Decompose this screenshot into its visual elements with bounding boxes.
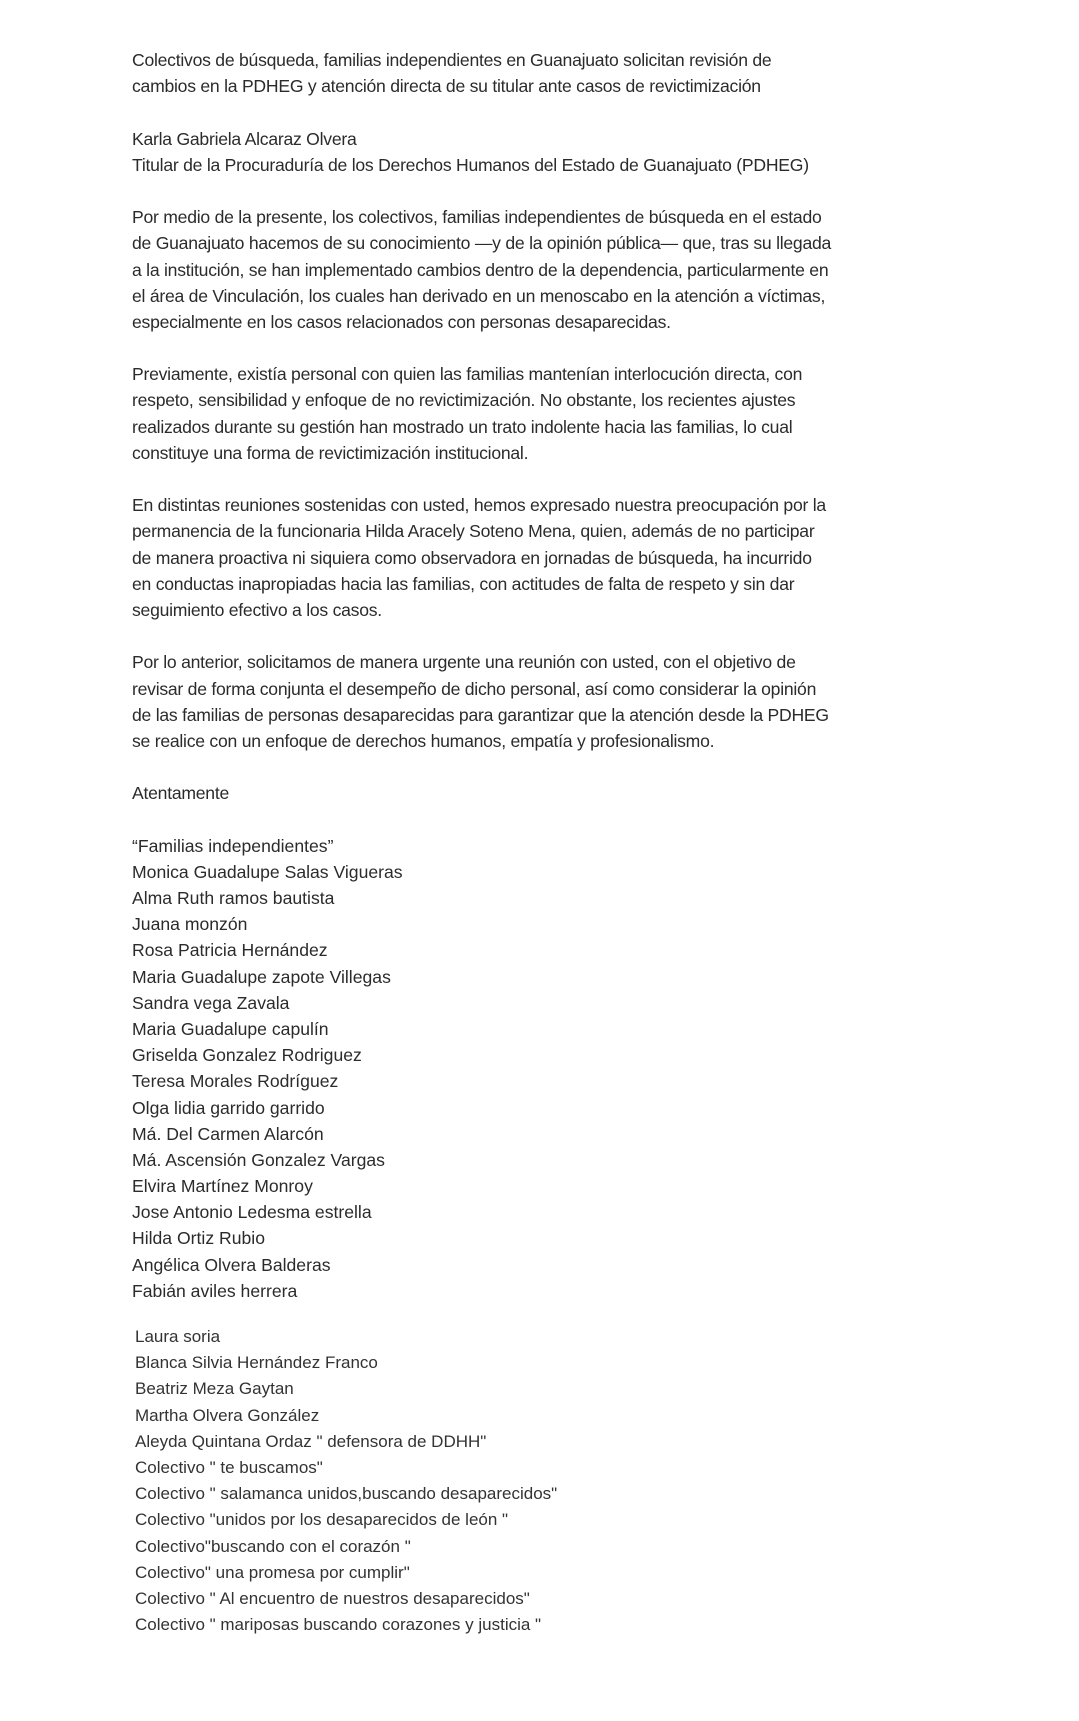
signatory-collective: Colectivo"buscando con el corazón " bbox=[135, 1536, 411, 1556]
paragraph-line: respeto, sensibilidad y enfoque de no revictimización. No obstante, los recientes ajustes bbox=[132, 390, 796, 411]
signatory-collective: Colectivo " mariposas buscando corazones y justicia " bbox=[135, 1615, 542, 1635]
signatory: Martha Olvera González bbox=[135, 1405, 320, 1425]
signatories-group-2 bbox=[135, 1324, 992, 1638]
paragraph-line: en conductas inapropiadas hacia las familias, con actitudes de falta de respeto y sin dar bbox=[132, 573, 795, 594]
signatory-collective: Colectivo " te buscamos" bbox=[135, 1457, 323, 1477]
recipient-block bbox=[132, 126, 992, 178]
signatory: Olga lidia garrido garrido bbox=[132, 1097, 325, 1118]
paragraph-line: Previamente, existía personal con quien las familias mantenían interlocución directa, con bbox=[132, 364, 803, 385]
signatory: Teresa Morales Rodríguez bbox=[132, 1071, 339, 1092]
subject-line: cambios en la PDHEG y atención directa de su titular ante casos de revictimización bbox=[132, 76, 761, 97]
paragraph-1 bbox=[132, 204, 992, 335]
signatory: Má. Del Carmen Alarcón bbox=[132, 1123, 324, 1144]
signatory: “Familias independientes” bbox=[132, 835, 334, 856]
paragraph-line: seguimiento efectivo a los casos. bbox=[132, 599, 382, 620]
signatory: Elvira Martínez Monroy bbox=[132, 1176, 313, 1197]
recipient-title: Titular de la Procuraduría de los Derechos Humanos del Estado de Guanajuato (PDHEG) bbox=[132, 154, 809, 175]
signatory: Má. Ascensión Gonzalez Vargas bbox=[132, 1149, 385, 1170]
signatory: Sandra vega Zavala bbox=[132, 992, 290, 1013]
signatory: Laura soria bbox=[135, 1327, 221, 1346]
signatory: Griselda Gonzalez Rodriguez bbox=[132, 1045, 362, 1066]
signatory-collective: Colectivo " Al encuentro de nuestros desaparecidos" bbox=[135, 1588, 530, 1608]
paragraph-line: En distintas reuniones sostenidas con usted, hemos expresado nuestra preocupación por la bbox=[132, 495, 826, 516]
signatory: Jose Antonio Ledesma estrella bbox=[132, 1202, 372, 1223]
paragraph-line: se realice con un enfoque de derechos humanos, empatía y profesionalismo. bbox=[132, 730, 715, 751]
subject-line: Colectivos de búsqueda, familias independientes en Guanajuato solicitan revisión de bbox=[132, 50, 772, 70]
signatory: Maria Guadalupe zapote Villegas bbox=[132, 966, 391, 987]
signatory: Blanca Silvia Hernández Franco bbox=[135, 1353, 378, 1373]
paragraph-line: constituye una forma de revictimización institucional. bbox=[132, 442, 529, 463]
signatory: Alma Ruth ramos bautista bbox=[132, 888, 335, 908]
signatory-collective: Colectivo" una promesa por cumplir" bbox=[135, 1562, 410, 1582]
signatory-collective: Colectivo " salamanca unidos,buscando desaparecidos" bbox=[135, 1484, 558, 1504]
paragraph-line: Por medio de la presente, los colectivos, familias independientes de búsqueda en el estado bbox=[132, 207, 822, 228]
paragraph-line: revisar de forma conjunta el desempeño de dicho personal, así como considerar la opinión bbox=[132, 678, 817, 699]
signatory: Fabián aviles herrera bbox=[132, 1280, 298, 1301]
paragraph-line: de las familias de personas desaparecidas para garantizar que la atención desde la PDHEG bbox=[132, 704, 829, 725]
signatory-collective: Colectivo "unidos por los desaparecidos de león " bbox=[135, 1510, 509, 1530]
paragraph-line: de Guanajuato hacemos de su conocimiento —y de la opinión pública— que, tras su llegada bbox=[132, 233, 832, 254]
paragraph-line: de manera proactiva ni siquiera como observadora en jornadas de búsqueda, ha incurrido bbox=[132, 547, 812, 568]
signatory: Aleyda Quintana Ordaz " defensora de DDHH" bbox=[135, 1431, 487, 1451]
letter-subject bbox=[132, 47, 992, 99]
paragraph-line: a la institución, se han implementado cambios dentro de la dependencia, particularmente en bbox=[132, 259, 829, 280]
closing-text: Atentamente bbox=[132, 783, 230, 804]
letter-page bbox=[132, 47, 992, 1638]
paragraph-line: permanencia de la funcionaria Hilda Aracely Soteno Mena, quien, además de no participar bbox=[132, 521, 815, 542]
paragraph-line: Por lo anterior, solicitamos de manera urgente una reunión con usted, con el objetivo de bbox=[132, 652, 796, 673]
signatory: Monica Guadalupe Salas Vigueras bbox=[132, 861, 403, 882]
recipient-name: Karla Gabriela Alcaraz Olvera bbox=[132, 128, 357, 149]
signatory: Juana monzón bbox=[132, 914, 248, 935]
paragraph-3 bbox=[132, 492, 992, 623]
paragraph-line: el área de Vinculación, los cuales han derivado en un menoscabo en la atención a víctimas, bbox=[132, 285, 826, 306]
paragraph-line: especialmente en los casos relacionados con personas desaparecidas. bbox=[132, 311, 671, 332]
signatories-group-1 bbox=[132, 833, 992, 1304]
paragraph-line: realizados durante su gestión han mostrado un trato indolente hacia las familias, lo cual bbox=[132, 416, 793, 437]
paragraph-4 bbox=[132, 649, 992, 754]
signatory: Angélica Olvera Balderas bbox=[132, 1254, 331, 1275]
signatory: Rosa Patricia Hernández bbox=[132, 940, 328, 961]
paragraph-2 bbox=[132, 361, 992, 466]
signatory: Hilda Ortiz Rubio bbox=[132, 1228, 265, 1249]
signatory: Maria Guadalupe capulín bbox=[132, 1018, 329, 1039]
signatory: Beatriz Meza Gaytan bbox=[135, 1379, 294, 1399]
